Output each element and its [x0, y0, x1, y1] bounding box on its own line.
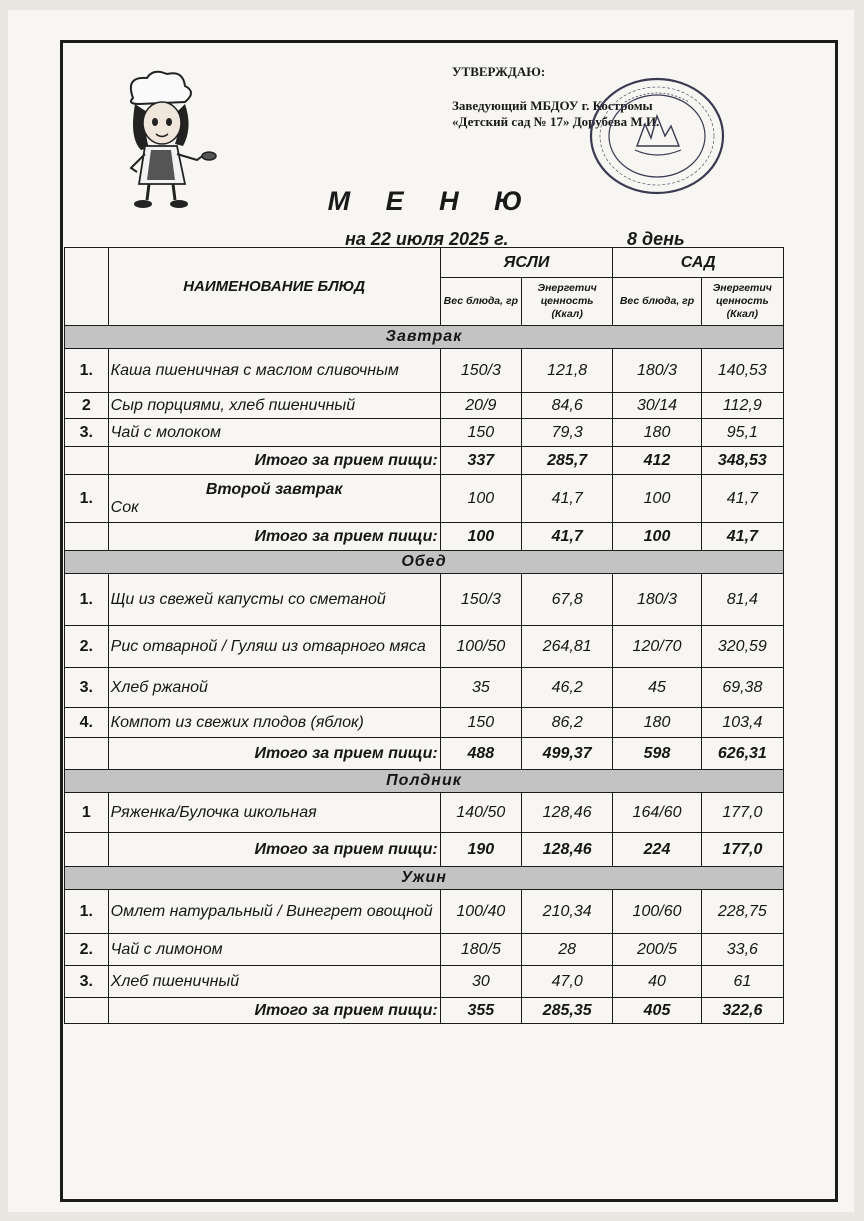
kindergarten-energy: 61	[701, 966, 783, 998]
row-number: 1.	[65, 475, 109, 523]
nursery-energy: 210,34	[521, 890, 612, 934]
nursery-energy: 121,8	[521, 349, 612, 393]
total-kindergarten-weight: 412	[613, 447, 701, 475]
kindergarten-weight: 100/60	[613, 890, 701, 934]
dish-name: Сок	[110, 498, 139, 516]
table-row	[65, 934, 784, 966]
nursery-energy: 84,6	[521, 393, 612, 419]
nursery-weight: 180/5	[440, 934, 521, 966]
nursery-weight: 150/3	[440, 574, 521, 626]
section-title: Завтрак	[65, 326, 784, 349]
dish-name: Щи из свежей капусты со сметаной	[108, 574, 440, 626]
dish-name: Хлеб ржаной	[108, 668, 440, 708]
total-row	[65, 738, 784, 770]
nursery-energy: 46,2	[521, 668, 612, 708]
kindergarten-energy: 95,1	[701, 419, 783, 447]
total-kindergarten-energy: 626,31	[701, 738, 783, 770]
total-nursery-weight: 355	[440, 998, 521, 1024]
dish-name: Каша пшеничная с маслом сливочным	[108, 349, 440, 393]
approval-position: Заведующий МБДОУ г. Костромы	[452, 98, 653, 113]
total-label: Итого за прием пищи:	[108, 833, 440, 867]
dish-name: Сыр порциями, хлеб пшеничный	[108, 393, 440, 419]
total-kindergarten-weight: 405	[613, 998, 701, 1024]
table-row	[65, 475, 784, 523]
nursery-energy: 264,81	[521, 626, 612, 668]
table-row	[65, 419, 784, 447]
nursery-weight: 100/40	[440, 890, 521, 934]
kindergarten-weight: 100	[613, 475, 701, 523]
nursery-weight-header: Вес блюда, гр	[440, 278, 521, 326]
total-nursery-weight: 488	[440, 738, 521, 770]
section-title: Ужин	[65, 867, 784, 890]
total-nursery-energy: 128,46	[521, 833, 612, 867]
total-nursery-energy: 285,35	[521, 998, 612, 1024]
nursery-energy: 67,8	[521, 574, 612, 626]
nursery-weight: 100/50	[440, 626, 521, 668]
dish-name: Рис отварной / Гуляш из отварного мяса	[108, 626, 440, 668]
number-column-header	[65, 248, 109, 326]
kindergarten-weight: 180	[613, 708, 701, 738]
nursery-weight: 100	[440, 475, 521, 523]
section-row-lunch	[65, 551, 784, 574]
total-kindergarten-energy: 322,6	[701, 998, 783, 1024]
row-number: 4.	[65, 708, 109, 738]
nursery-weight: 35	[440, 668, 521, 708]
approval-organization: «Детский сад № 17» Дорубева М.И.	[452, 114, 660, 129]
kindergarten-energy: 228,75	[701, 890, 783, 934]
row-number: 1	[65, 793, 109, 833]
kindergarten-energy: 33,6	[701, 934, 783, 966]
total-nursery-weight: 337	[440, 447, 521, 475]
kindergarten-weight: 164/60	[613, 793, 701, 833]
table-row	[65, 793, 784, 833]
dish-name: Компот из свежих плодов (яблок)	[108, 708, 440, 738]
row-number: 1.	[65, 574, 109, 626]
nursery-group-header: ЯСЛИ	[440, 248, 613, 278]
row-number: 1.	[65, 890, 109, 934]
kindergarten-energy: 81,4	[701, 574, 783, 626]
approval-heading: УТВЕРЖДАЮ:	[452, 64, 546, 79]
total-label: Итого за прием пищи:	[108, 523, 440, 551]
table-row	[65, 574, 784, 626]
total-row	[65, 998, 784, 1024]
nursery-energy-header: Энергетич ценность (Ккал)	[521, 278, 612, 326]
total-kindergarten-energy: 41,7	[701, 523, 783, 551]
nursery-weight: 30	[440, 966, 521, 998]
dish-name: Омлет натуральный / Винегрет овощной	[108, 890, 440, 934]
kindergarten-energy: 112,9	[701, 393, 783, 419]
total-label: Итого за прием пищи:	[108, 998, 440, 1024]
kindergarten-weight: 45	[613, 668, 701, 708]
total-kindergarten-energy: 177,0	[701, 833, 783, 867]
kindergarten-weight: 180/3	[613, 574, 701, 626]
table-row	[65, 708, 784, 738]
total-kindergarten-weight: 224	[613, 833, 701, 867]
total-nursery-weight: 100	[440, 523, 521, 551]
section-row-dinner	[65, 867, 784, 890]
section-row-snack	[65, 770, 784, 793]
total-row	[65, 523, 784, 551]
kindergarten-energy: 41,7	[701, 475, 783, 523]
table-row	[65, 890, 784, 934]
dish-name: Чай с лимоном	[108, 934, 440, 966]
total-nursery-energy: 499,37	[521, 738, 612, 770]
dish-name-cell	[108, 475, 440, 523]
row-number: 2	[65, 393, 109, 419]
row-number: 1.	[65, 349, 109, 393]
section-title: Полдник	[65, 770, 784, 793]
total-kindergarten-weight: 598	[613, 738, 701, 770]
table-row	[65, 626, 784, 668]
nursery-energy: 28	[521, 934, 612, 966]
nursery-energy: 79,3	[521, 419, 612, 447]
menu-table	[64, 247, 784, 1024]
total-kindergarten-weight: 100	[613, 523, 701, 551]
nursery-energy: 41,7	[521, 475, 612, 523]
row-number: 3.	[65, 966, 109, 998]
nursery-energy: 128,46	[521, 793, 612, 833]
nursery-energy: 47,0	[521, 966, 612, 998]
kindergarten-energy: 320,59	[701, 626, 783, 668]
kindergarten-weight: 120/70	[613, 626, 701, 668]
kindergarten-weight: 40	[613, 966, 701, 998]
row-number: 3.	[65, 668, 109, 708]
nursery-weight: 150	[440, 708, 521, 738]
total-row	[65, 447, 784, 475]
dish-name: Ряженка/Булочка школьная	[108, 793, 440, 833]
table-row	[65, 349, 784, 393]
kindergarten-energy: 177,0	[701, 793, 783, 833]
kindergarten-energy-header: Энергетич ценность (Ккал)	[701, 278, 783, 326]
kindergarten-weight: 180/3	[613, 349, 701, 393]
total-nursery-weight: 190	[440, 833, 521, 867]
total-nursery-energy: 285,7	[521, 447, 612, 475]
table-row	[65, 966, 784, 998]
total-label: Итого за прием пищи:	[108, 447, 440, 475]
kindergarten-weight: 200/5	[613, 934, 701, 966]
section-title-inline: Второй завтрак	[205, 480, 343, 498]
row-number: 3.	[65, 419, 109, 447]
page-title: М Е Н Ю	[327, 186, 537, 216]
total-kindergarten-energy: 348,53	[701, 447, 783, 475]
nursery-weight: 150/3	[440, 349, 521, 393]
table-row	[65, 393, 784, 419]
dish-name: Хлеб пшеничный	[108, 966, 440, 998]
row-number: 2.	[65, 626, 109, 668]
dish-name: Чай с молоком	[108, 419, 440, 447]
table-header-row	[65, 248, 784, 278]
kindergarten-energy: 103,4	[701, 708, 783, 738]
nursery-energy: 86,2	[521, 708, 612, 738]
menu-day-number: 8 день	[627, 229, 685, 249]
total-nursery-energy: 41,7	[521, 523, 612, 551]
kindergarten-energy: 140,53	[701, 349, 783, 393]
official-stamp-icon	[585, 76, 725, 198]
row-number: 2.	[65, 934, 109, 966]
section-row-breakfast	[65, 326, 784, 349]
kindergarten-weight: 30/14	[613, 393, 701, 419]
nursery-weight: 140/50	[440, 793, 521, 833]
section-title: Обед	[65, 551, 784, 574]
total-label: Итого за прием пищи:	[108, 738, 440, 770]
dish-name-column-header: НАИМЕНОВАНИЕ БЛЮД	[108, 248, 440, 326]
kindergarten-weight-header: Вес блюда, гр	[613, 278, 701, 326]
nursery-weight: 20/9	[440, 393, 521, 419]
kindergarten-weight: 180	[613, 419, 701, 447]
kindergarten-energy: 69,38	[701, 668, 783, 708]
table-row	[65, 668, 784, 708]
total-row	[65, 833, 784, 867]
kindergarten-group-header: САД	[613, 248, 784, 278]
nursery-weight: 150	[440, 419, 521, 447]
menu-date: на 22 июля 2025 г.	[345, 229, 509, 249]
